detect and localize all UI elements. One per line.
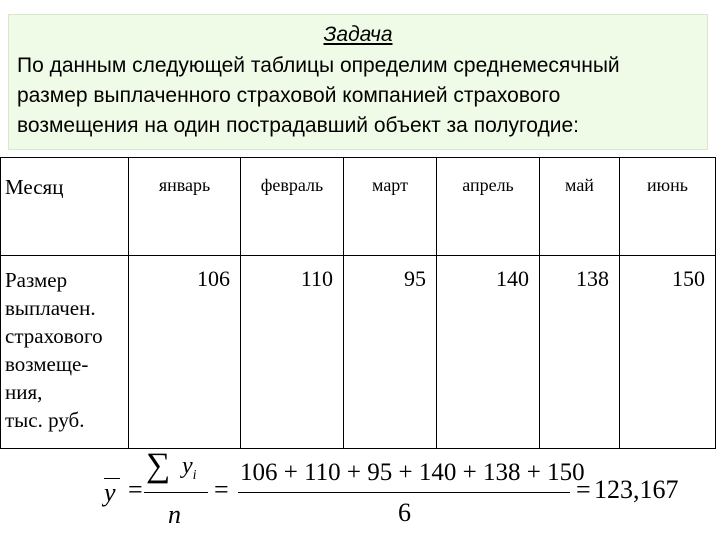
formula-lhs: y [104,478,116,507]
equals-sign: = [128,475,143,504]
fraction-line [238,492,570,493]
month-cell: январь [129,158,241,256]
value-cell: 138 [540,256,620,449]
task-box [8,14,708,150]
mean-formula [90,445,710,535]
value-label [1,256,129,449]
formula-result: 123,167 [594,475,679,504]
value-label-line: тыс. руб. [5,408,85,432]
formula-n: n [168,500,181,529]
value-label-line: выплачен. [5,296,96,320]
table-row-values [1,256,716,449]
value-label-line: Размер [5,268,68,292]
task-title: Задача [323,23,393,46]
fraction-line [144,492,208,493]
value-label-line: возмеще- [5,352,89,376]
sum-term-var: y [182,453,193,479]
sum-term [182,453,197,484]
sum-index: i [192,467,197,483]
task-line: По данным следующей таблицы определим среднемесячный [17,54,620,77]
value-cell: 95 [344,256,437,449]
value-cell: 110 [241,256,344,449]
value-label-line: ния, [5,380,43,404]
value-cell: 150 [620,256,716,449]
table-row-header [1,158,716,256]
task-text [17,51,707,141]
value-cell: 140 [437,256,540,449]
sigma-symbol: ∑ [146,447,171,484]
payments-table [0,157,716,449]
month-cell: апрель [437,158,540,256]
month-cell: февраль [241,158,344,256]
month-cell: июнь [620,158,716,256]
formula-denominator: 6 [398,498,411,527]
header-label: Месяц [1,158,129,256]
month-cell: март [344,158,437,256]
equals-sign: = [576,475,591,504]
task-line: размер выплаченного страховой компанией страхового [17,84,561,107]
equals-sign: = [214,475,229,504]
value-cell: 106 [129,256,241,449]
value-label-line: страхового [5,324,103,348]
month-cell: май [540,158,620,256]
task-line: возмещения на один пострадавший объект за полугодие: [17,114,579,137]
formula-numerator: 106 + 110 + 95 + 140 + 138 + 150 [240,459,585,486]
